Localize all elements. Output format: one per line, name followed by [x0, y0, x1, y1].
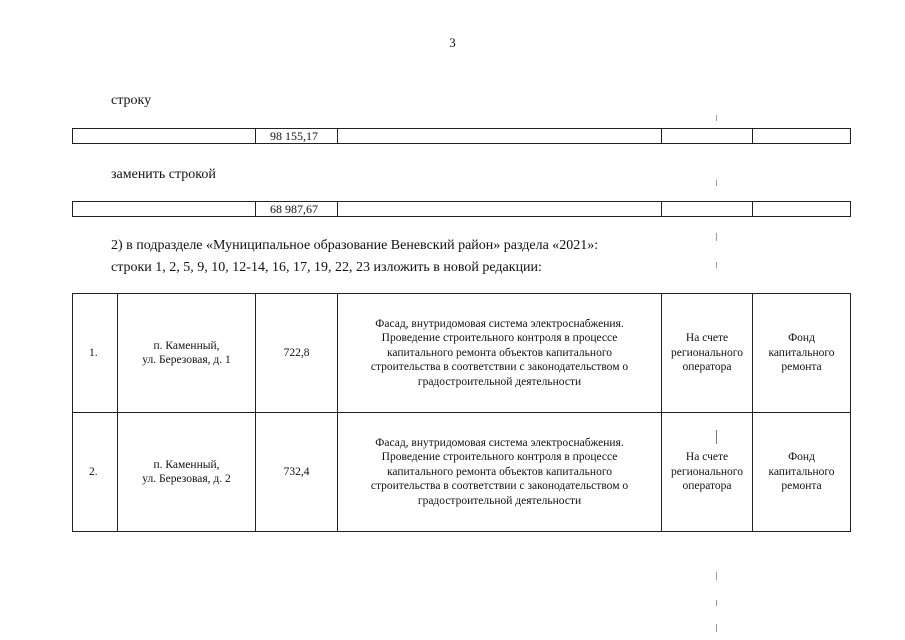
amendment-line-1: 2) в подразделе «Муниципальное образование Веневский район» раздела «2021»: [111, 238, 599, 253]
page-number: 3 [449, 35, 456, 50]
row-work-description [338, 294, 662, 413]
address-line: ул. Березовая, д. 2 [142, 473, 231, 485]
scan-artifact [716, 572, 717, 580]
addresses-table [72, 293, 851, 532]
row-address [118, 294, 256, 413]
fund-line: капитального [768, 465, 835, 478]
row-amount: 732,4 [256, 413, 338, 532]
account-line: На счете [685, 451, 729, 464]
amendment-line-2: строки 1, 2, 5, 9, 10, 12-14, 16, 17, 19, 22, 23 изложить в новой редакции: [111, 260, 542, 275]
replace-text: заменить строкой [111, 167, 216, 182]
scan-artifact [716, 430, 717, 444]
work-line: градостроительной деятельности [417, 375, 582, 388]
new-row-cell-5 [753, 202, 851, 217]
work-line: капитального ремонта объектов капитального [386, 346, 612, 359]
row-account [662, 294, 753, 413]
row-address [118, 413, 256, 532]
table-row [73, 413, 851, 532]
old-row-table [72, 128, 851, 144]
address-line: п. Каменный, [153, 458, 220, 471]
work-line: капитального ремонта объектов капитального [386, 465, 612, 478]
new-row-amount: 68 987,67 [256, 202, 338, 217]
address-line: п. Каменный, [153, 339, 220, 352]
account-line: регионального [671, 346, 743, 359]
old-row-cell-4 [662, 129, 753, 144]
fund-line: ремонта [781, 361, 822, 374]
fund-line: ремонта [781, 480, 822, 493]
row-fund [753, 294, 851, 413]
work-line: градостроительной деятельности [417, 494, 582, 507]
row-account [662, 413, 753, 532]
fund-line: Фонд [788, 451, 815, 464]
new-row-table [72, 201, 851, 217]
scan-artifact [716, 600, 717, 606]
old-row-amount: 98 155,17 [256, 129, 338, 144]
scan-artifact [716, 115, 717, 121]
intro-text: строку [111, 93, 152, 108]
work-line: строительства в соответствии с законодательством о [370, 480, 629, 493]
work-line: Проведение строительного контроля в процессе [381, 332, 618, 345]
row-fund [753, 413, 851, 532]
account-line: регионального [671, 465, 743, 478]
work-line: Фасад, внутридомовая система электроснабжения. [375, 436, 624, 449]
row-amount: 722,8 [256, 294, 338, 413]
table-row [73, 294, 851, 413]
account-line: оператора [682, 480, 732, 493]
row-work-description [338, 413, 662, 532]
fund-line: капитального [768, 346, 835, 359]
new-row-cell-1 [73, 202, 256, 217]
scan-artifact [716, 233, 717, 241]
old-row-cell-3 [338, 129, 662, 144]
row-number: 1. [73, 294, 118, 413]
new-row-cell-3 [338, 202, 662, 217]
fund-line: Фонд [788, 332, 815, 345]
scan-artifact [716, 180, 717, 186]
account-line: На счете [685, 332, 729, 345]
scan-artifact [716, 624, 717, 632]
account-line: оператора [682, 361, 732, 374]
old-row-cell-5 [753, 129, 851, 144]
address-line: ул. Березовая, д. 1 [142, 354, 231, 366]
work-line: строительства в соответствии с законодательством о [370, 361, 629, 374]
work-line: Проведение строительного контроля в процессе [381, 451, 618, 464]
work-line: Фасад, внутридомовая система электроснабжения. [375, 317, 624, 330]
scan-artifact [716, 262, 717, 268]
row-number: 2. [73, 413, 118, 532]
new-row-cell-4 [662, 202, 753, 217]
old-row-cell-1 [73, 129, 256, 144]
